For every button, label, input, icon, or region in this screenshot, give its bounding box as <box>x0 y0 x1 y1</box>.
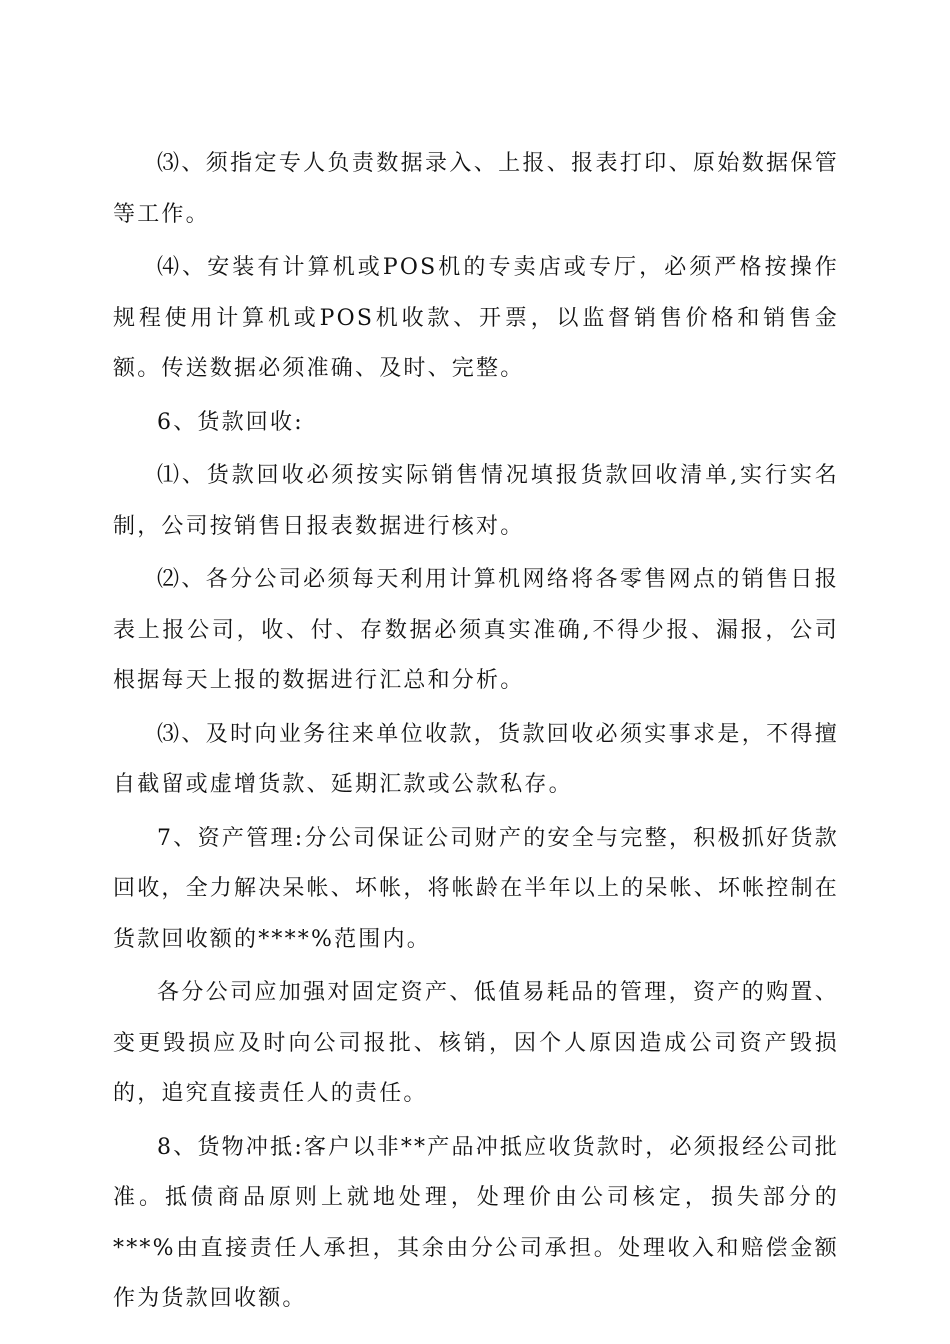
paragraph-asset-management: 7、资产管理:分公司保证公司财产的安全与完整，积极抓好货款回收，全力解决呆帐、坏帐，将帐龄在半年以上的呆帐、坏帐控制在货款回收额的****%范围内。 <box>113 825 840 952</box>
paragraph-pos-usage: ⑷、安装有计算机或POS机的专卖店或专厅，必须严格按操作规程使用计算机或POS机收款、开票，以监督销售价格和销售金额。传送数据必须准确、及时、完整。 <box>113 255 839 381</box>
paragraph-daily-report: ⑵、各分公司必须每天利用计算机网络将各零售网点的销售日报表上报公司，收、付、存数据必须真实准确,不得少报、漏报，公司根据每天上报的数据进行汇总和分析。 <box>113 567 839 693</box>
paragraph-timely-collection: ⑶、及时向业务往来单位收款，货款回收必须实事求是，不得擅自截留或虚增货款、延期汇款或公款私存。 <box>113 721 839 797</box>
paragraph-goods-offset: 8、货物冲抵:客户以非**产品冲抵应收货款时，必须报经公司批准。抵债商品原则上就地处理，处理价由公司核定，损失部分的***%由直接责任人承担，其余由分公司承担。处理收入和赔偿金额作为货款回收额。 <box>113 1134 839 1311</box>
paragraph-data-entry-staff: ⑶、须指定专人负责数据录入、上报、报表打印、原始数据保管等工作。 <box>113 151 839 227</box>
paragraph-fixed-assets: 各分公司应加强对固定资产、低值易耗品的管理，资产的购置、变更毁损应及时向公司报批、核销，因个人原因造成公司资产毁损的，追究直接责任人的责任。 <box>113 980 839 1106</box>
paragraph-collection-list: ⑴、货款回收必须按实际销售情况填报货款回收清单,实行实名制，公司按销售日报表数据进行核对。 <box>113 463 839 539</box>
heading-payment-collection: 6、货款回收: <box>157 409 304 435</box>
document-body <box>113 139 839 1328</box>
